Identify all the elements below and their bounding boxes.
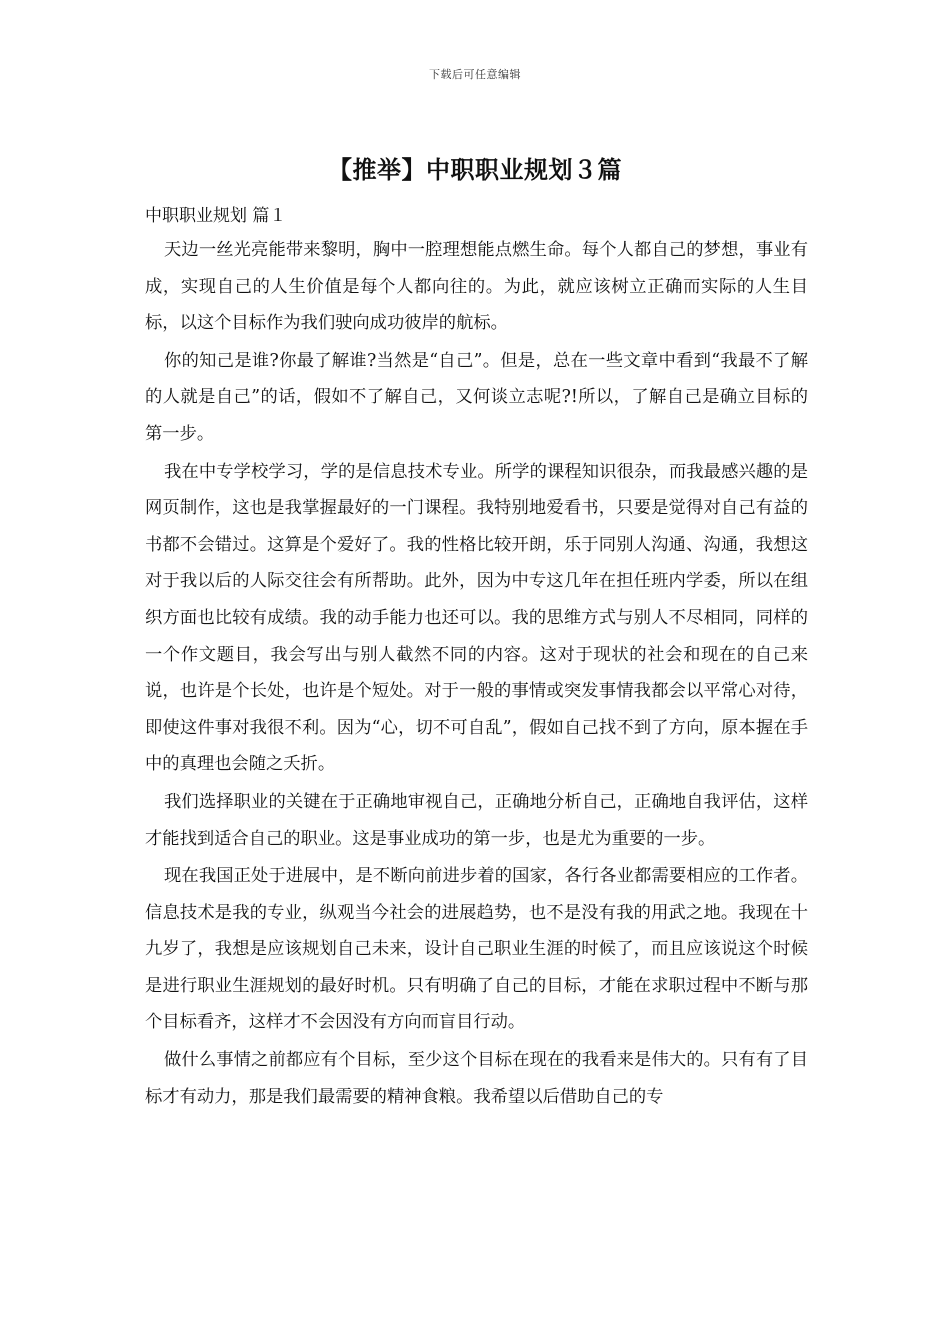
paragraph: 现在我国正处于进展中，是不断向前进步着的国家，各行各业都需要相应的工作者。信息技术是我的专业，纵观当今社会的进展趋势，也不是没有我的用武之地。我现在十九岁了，我想是应该规划自己未来，设计自己职业生涯的时候了，而且应该说这个时候是进行职业生涯规划的最好时机。只有明确了自己的目标，才能在求职过程中不断与那个目标看齐，这样才不会因没有方向而盲目行动。 xyxy=(145,866,808,1033)
document-title: 【推举】中职职业规划３篇 xyxy=(328,156,622,184)
body-text xyxy=(145,232,808,1116)
section-heading: 中职职业规划 篇１ xyxy=(145,206,287,226)
header-note: 下载后可任意编辑 xyxy=(429,68,521,81)
paragraph: 天边一丝光亮能带来黎明，胸中一腔理想能点燃生命。每个人都自己的梦想，事业有成，实现自己的人生价值是每个人都向往的。为此，就应该树立正确而实际的人生目标，以这个目标作为我们驶向成功彼岸的航标。 xyxy=(145,240,808,334)
paragraph: 你的知己是谁?你最了解谁?当然是“自己”。但是，总在一些文章中看到“我最不了解的人就是自己”的话，假如不了解自己，又何谈立志呢?!所以，了解自己是确立目标的第一步。 xyxy=(145,350,808,444)
paragraph: 做什么事情之前都应有个目标，至少这个目标在现在的我看来是伟大的。只有有了目标才有动力，那是我们最需要的精神食粮。我希望以后借助自己的专 xyxy=(145,1050,808,1107)
paragraph: 我在中专学校学习，学的是信息技术专业。所学的课程知识很杂，而我最感兴趣的是网页制作，这也是我掌握最好的一门课程。我特别地爱看书，只要是觉得对自己有益的书都不会错过。这算是个爱好了。我的性格比较开朗，乐于同别人沟通、沟通，我想这对于我以后的人际交往会有所帮助。此外，因为中专这几年在担任班内学委，所以在组织方面也比较有成绩。我的动手能力也还可以。我的思维方式与别人不尽相同，同样的一个作文题目，我会写出与别人截然不同的内容。这对于现状的社会和现在的自己来说，也许是个长处，也许是个短处。对于一般的事情或突发事情我都会以平常心对待，即使这件事对我很不利。因为“心，切不可自乱”，假如自己找不到了方向，原本握在手中的真理也会随之夭折。 xyxy=(145,461,808,775)
paragraph: 我们选择职业的关键在于正确地审视自己，正确地分析自己，正确地自我评估，这样才能找到适合自己的职业。这是事业成功的第一步，也是尤为重要的一步。 xyxy=(145,791,808,849)
